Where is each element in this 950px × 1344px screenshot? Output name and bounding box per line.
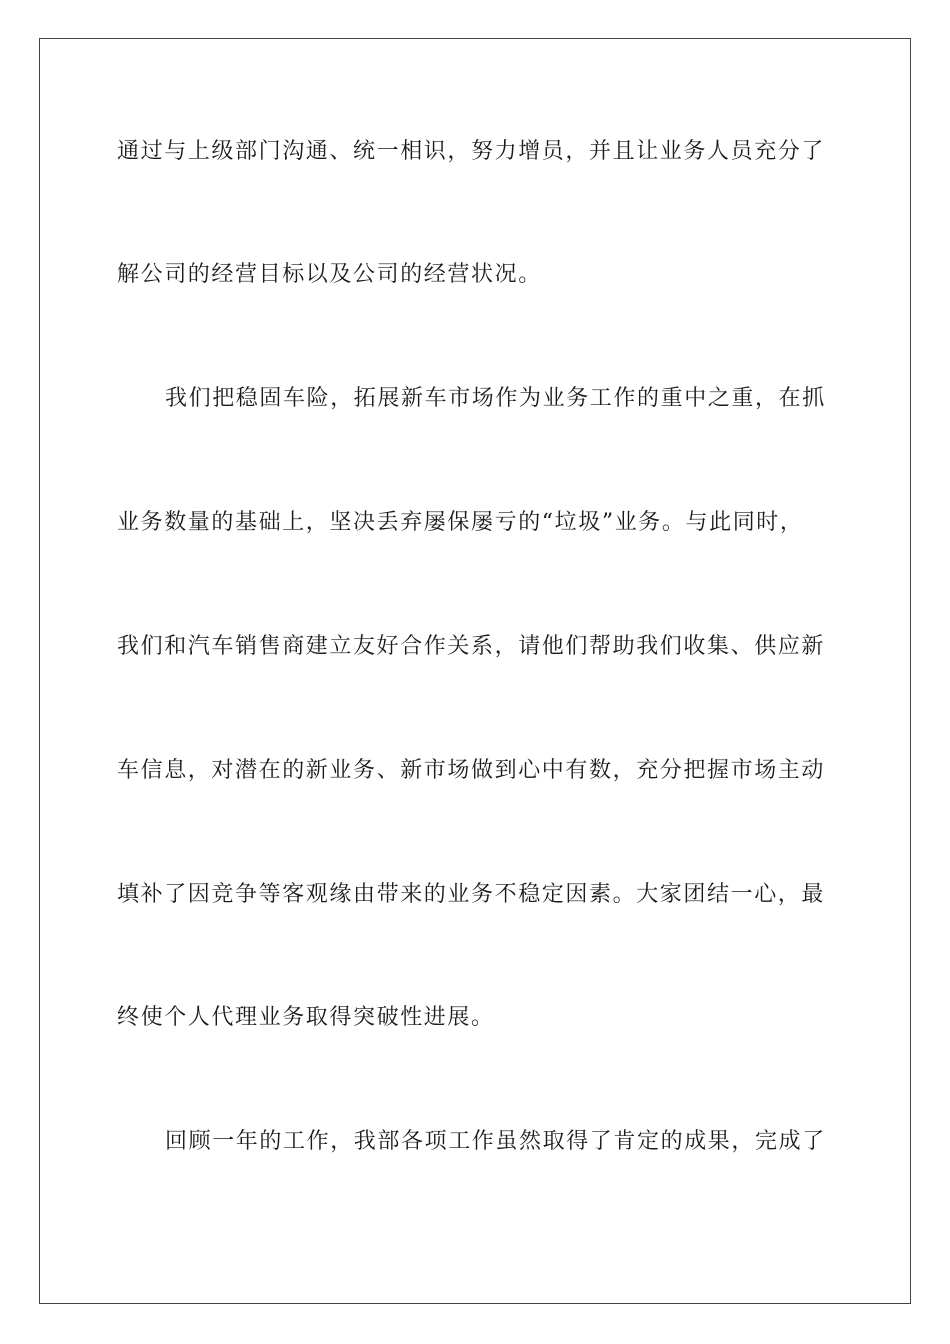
text-line-4: 业务数量的基础上，坚决丢弃屡保屡亏的“垃圾”业务。与此同时， xyxy=(117,510,804,535)
text-line-5: 我们和汽车销售商建立友好合作关系，请他们帮助我们收集、供应新 xyxy=(117,634,826,659)
text-line-8: 终使个人代理业务取得突破性进展。 xyxy=(117,1005,495,1030)
text-line-2: 解公司的经营目标以及公司的经营状况。 xyxy=(117,262,542,287)
text-line-1: 通过与上级部门沟通、统一相识，努力增员，并且让业务人员充分了 xyxy=(117,139,826,164)
page-border xyxy=(39,38,911,1304)
text-line-9: 回顾一年的工作，我部各项工作虽然取得了肯定的成果，完成了 xyxy=(165,1129,826,1154)
text-line-3: 我们把稳固车险，拓展新车市场作为业务工作的重中之重，在抓 xyxy=(165,386,826,411)
text-line-7: 填补了因竞争等客观缘由带来的业务不稳定因素。大家团结一心，最 xyxy=(117,882,826,907)
text-line-6: 车信息，对潜在的新业务、新市场做到心中有数，充分把握市场主动 xyxy=(117,758,826,783)
